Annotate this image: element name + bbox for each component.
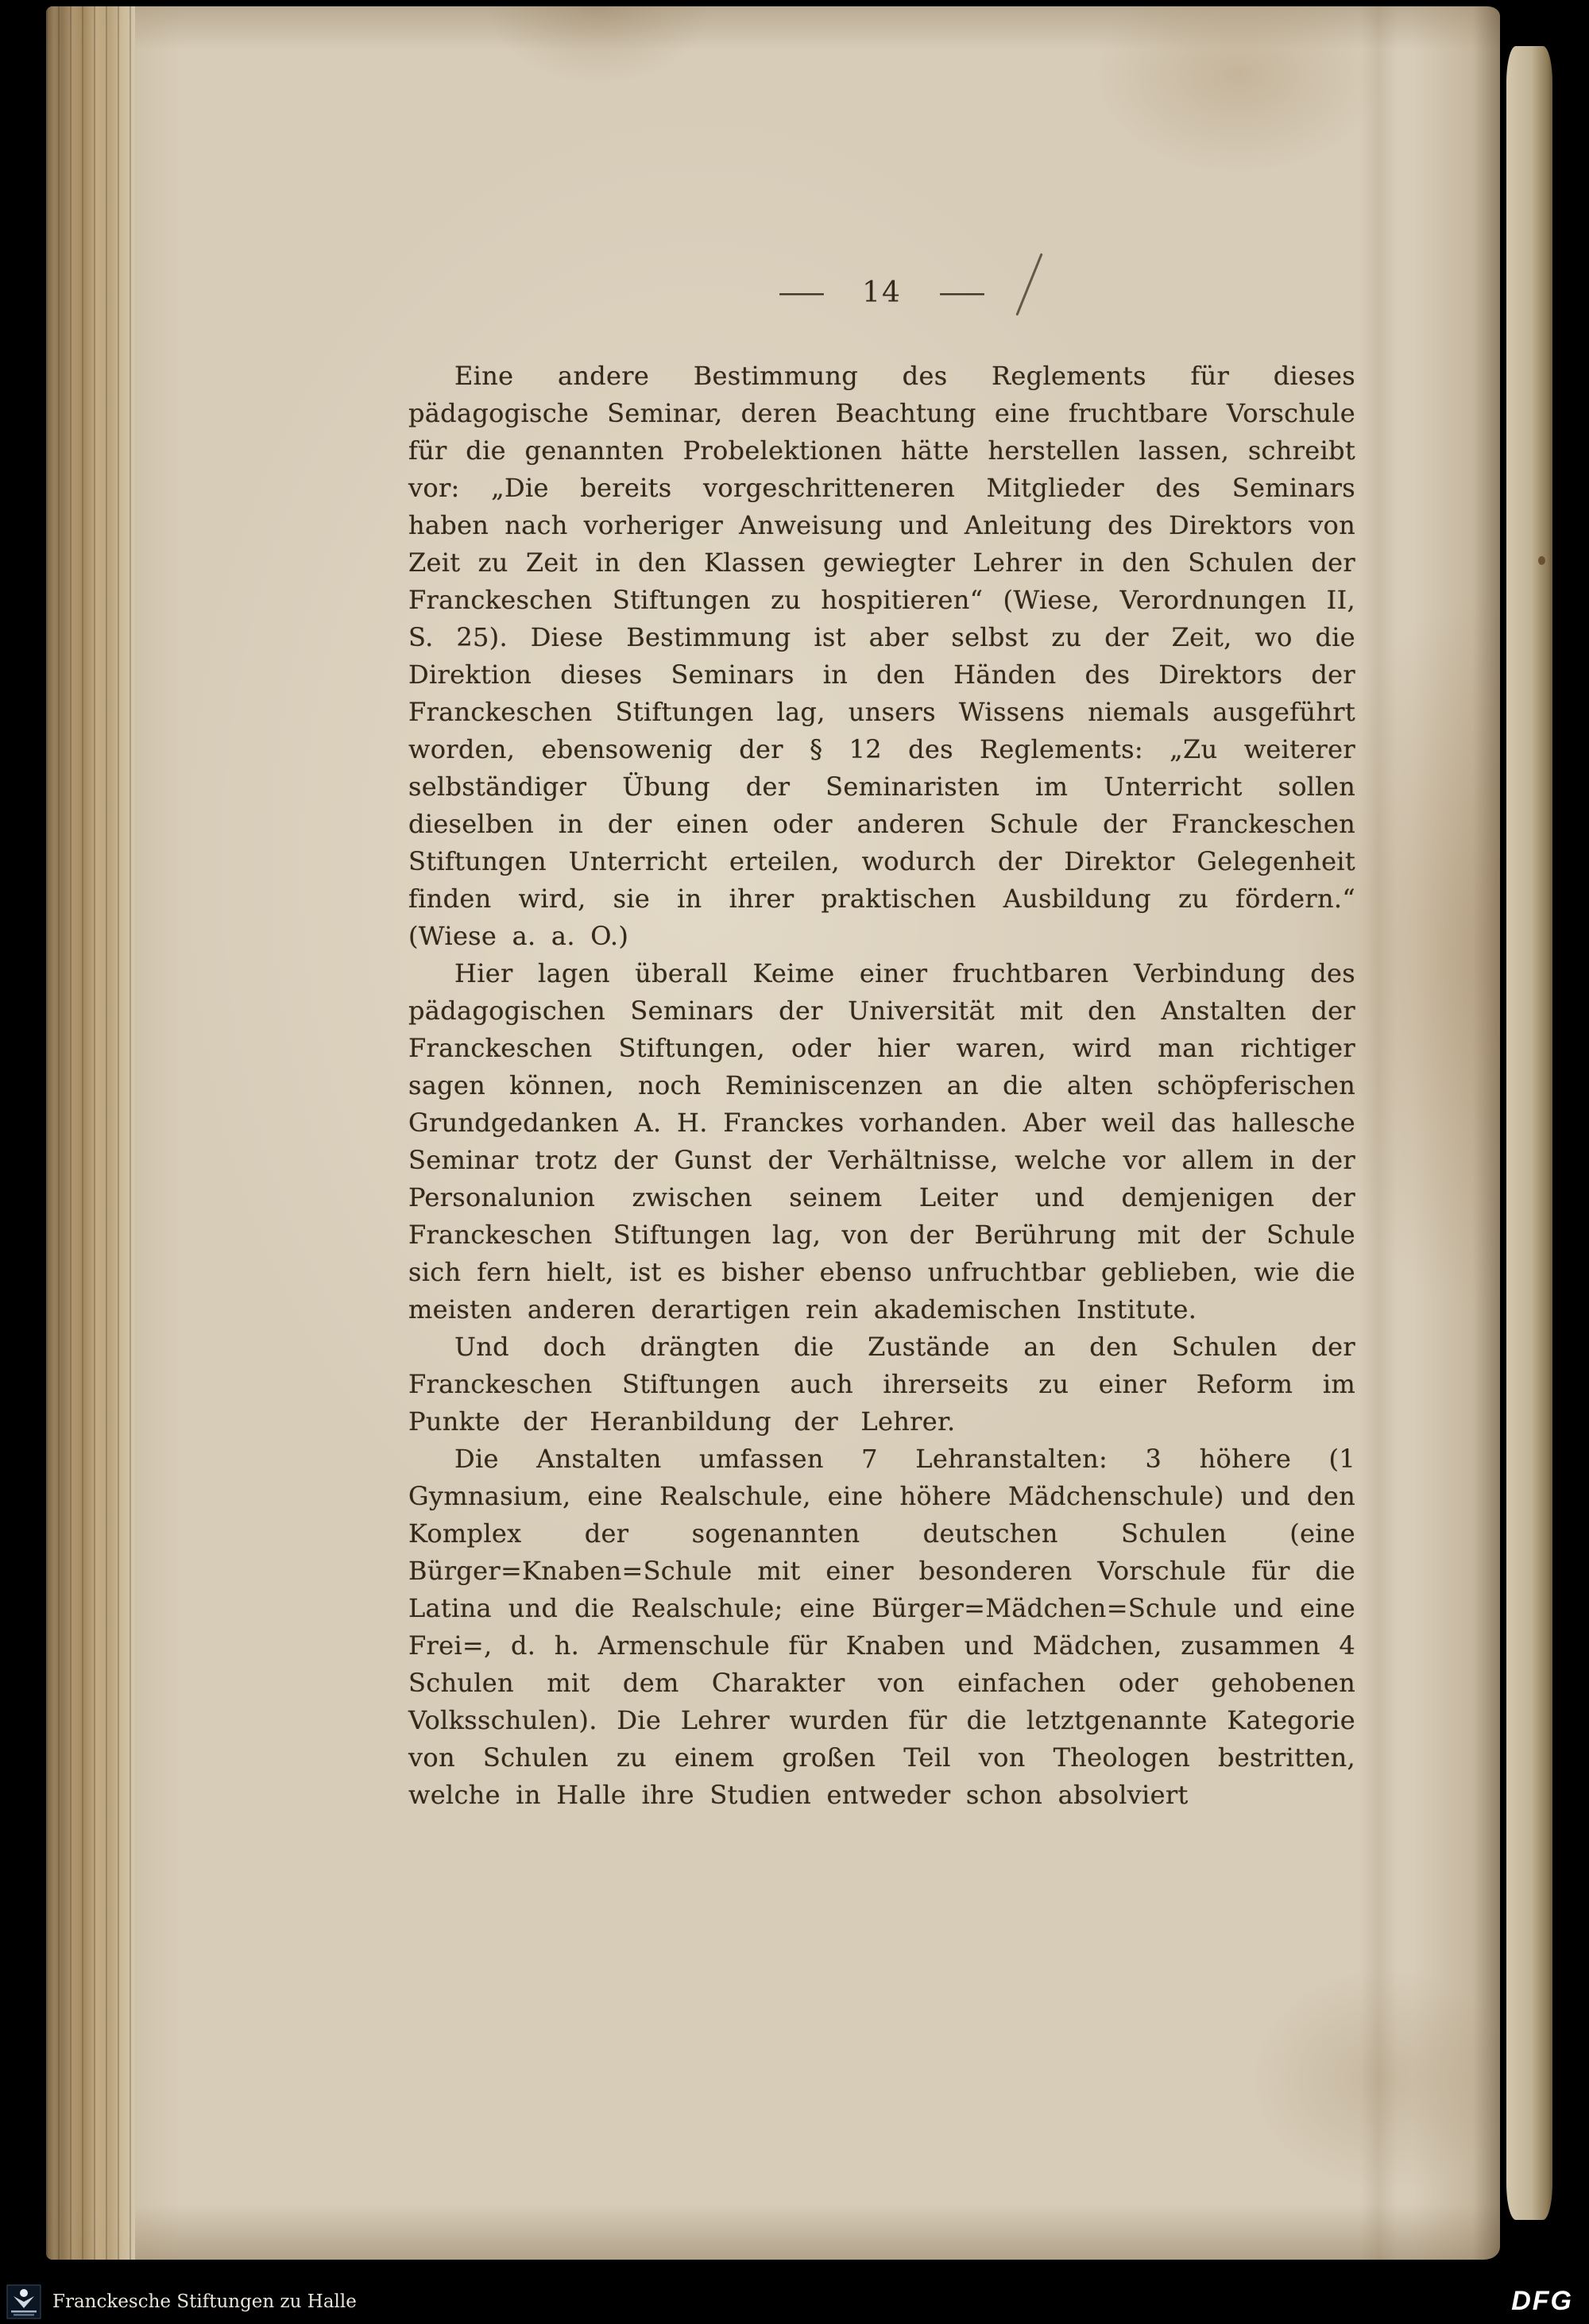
paper-crease <box>1360 6 1397 2260</box>
page-number-dash-right: — <box>938 276 987 309</box>
page-number: 14 <box>862 276 902 309</box>
page-text <box>408 358 1355 1814</box>
body-paragraph: Eine andere Bestimmung des Reglements für dieses pädagogische Seminar, deren Beachtung eine fruchtbare Vorschule für die genannten Probelektionen hätte herstellen lassen, schreibt vor: „Die bereits vorgeschritteneren Mitglieder des Seminars haben nach vorheriger Anweisung und Anleitung des Direktors von Zeit zu Zeit in den Klassen gewiegter Lehrer in den Schulen der Franckeschen Stiftungen zu hospitieren“ (Wiese, Verordnungen II, S. 25). Diese Bestimmung ist aber selbst zu der Zeit, wo die Direktion dieses Seminars in den Händen des Direktors der Franckeschen Stiftungen lag, unsers Wissens niemals ausgeführt worden, ebensowenig der § 12 des Reglements: „Zu weiterer selbständiger Übung der Seminaristen im Unterricht sollen dieselben in der einen oder anderen Schule der Franckeschen Stiftungen Unterricht erteilen, wodurch der Direktor Gelegenheit finden wird, sie in ihrer praktischen Ausbildung zu fördern.“ (Wiese a. a. O.) <box>408 361 1355 951</box>
paper-stain <box>1538 556 1545 565</box>
attribution-bar <box>0 2279 1589 2324</box>
page-header <box>408 276 1355 309</box>
body-paragraph: Hier lagen überall Keime einer fruchtbaren Verbindung des pädagogischen Seminars der Universität mit den Anstalten der Franckeschen Stiftungen, oder hier waren, wird man richtiger sagen können, noch Reminiscenzen an die alten schöpferischen Grundgedanken A. H. Franckes vorhanden. Aber weil das hallesche Seminar trotz der Gunst der Verhältnisse, welche vor allem in der Personalunion zwischen seinem Leiter und demjenigen der Franckeschen Stiftungen lag, von der Berührung mit der Schule sich fern hielt, ist es bisher ebenso unfruchtbar geblieben, wie die meisten anderen derartigen rein akademischen Institute. <box>408 958 1355 1324</box>
adjacent-page-edge <box>1506 46 1552 2220</box>
library-name: Franckesche Stiftungen zu Halle <box>52 2291 357 2312</box>
francke-logo-icon <box>6 2284 41 2319</box>
body-paragraph: Die Anstalten umfassen 7 Lehranstalten: 3 höhere (1 Gymnasium, eine Realschule, eine höhere Mädchenschule) und den Komplex der sogenannten deutschen Schulen (eine Bürger=Knaben=Schule mit einer besonderen Vorschule für die Latina und die Realschule; eine Bürger=Mädchen=Schule und eine Frei=, d. h. Armenschule für Knaben und Mädchen, zusammen 4 Schulen mit dem Charakter von einfachen oder gehobenen Volksschulen). Die Lehrer wurden für die letztgenannte Kategorie von Schulen zu einem großen Teil von Theologen bestritten, welche in Halle ihre Studien entweder schon absolviert <box>408 1444 1355 1810</box>
page-number-dash-left: — <box>777 276 826 309</box>
body-paragraph: Und doch drängten die Zustände an den Schulen der Franckeschen Stiftungen auch ihrerseits zu einer Reform im Punkte der Heranbildung der Lehrer. <box>408 1332 1355 1437</box>
page-edge-stack <box>46 6 135 2260</box>
dfg-logo: DFG <box>1511 2286 1573 2316</box>
